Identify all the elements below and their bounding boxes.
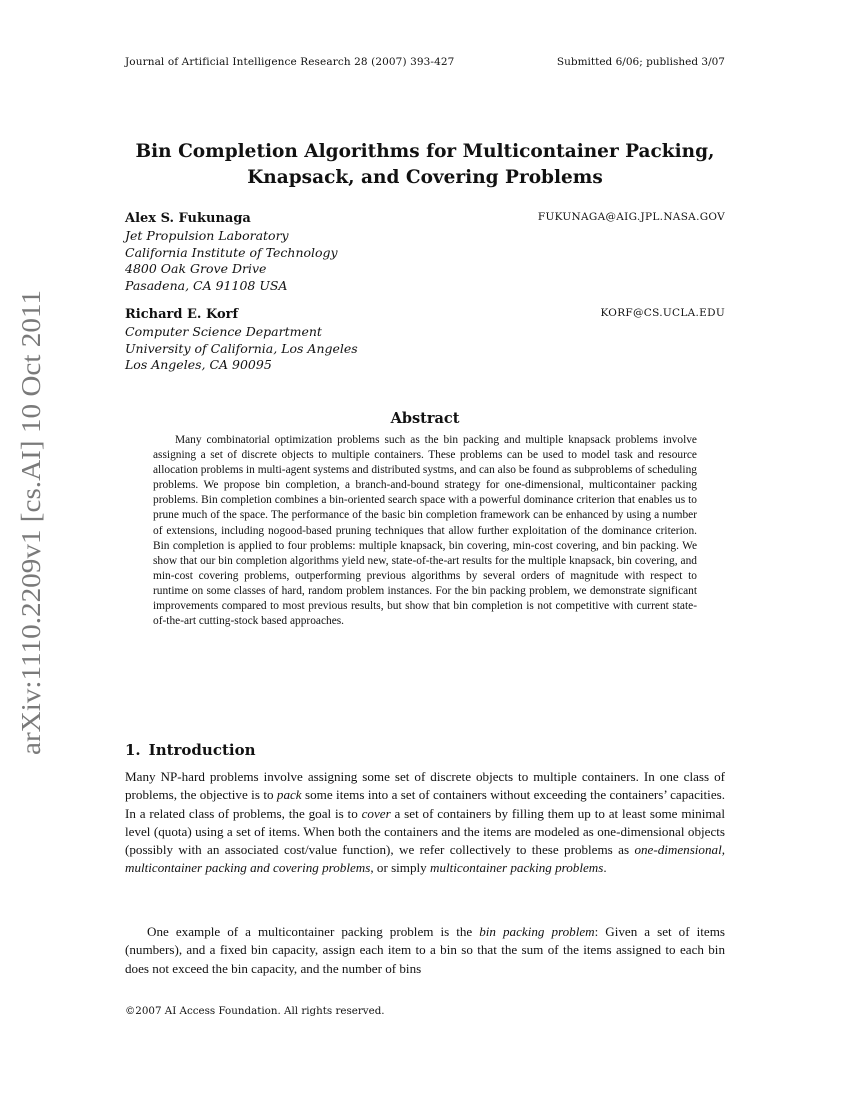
author-block-1: [125, 210, 725, 294]
text-run: some items into a set of containers without exceeding the containers’ capacities. In a related class of problems, the goal is to: [125, 787, 726, 821]
author-affiliation-line: 4800 Oak Grove Drive: [125, 261, 267, 277]
abstract-text: Many combinatorial optimization problems such as the bin packing and multiple knapsack problems involve assigning a set of discrete objects to multiple containers. These problems can be used to model task and resource allocation problems in multi-agent systems and distributed systms, and can also be found as subproblems of scheduling problems. We propose bin completion, a branch-and-bound strategy for one-dimensional, multicontainer packing problems. Bin completion combines a bin-oriented search space with a powerful dominance criterion that enables us to prune much of the space. The performance of the basic bin completion framework can be enhanced by using a number of extensions, including nogood-based pruning techniques that allow further exploitation of the dominance criterion. Bin completion is applied to four problems: multiple knapsack, bin covering, min-cost covering, and bin packing. We show that our bin completion algorithms yield new, state-of-the-art results for the multiple knapsack, bin covering, and min-cost covering problems, outperforming previous algorithms by several orders of magnitude with respect to runtime on some classes of hard, random problem instances. For the bin packing problem, we demonstrate significant improvements compared to most previous results, but show that bin completion is not competitive with current state-of-the-art cutting-stock based approaches.: [153, 434, 697, 628]
author-affiliation-line: University of California, Los Angeles: [125, 340, 358, 356]
section-heading: [125, 741, 256, 759]
emphasis-term: multicontainer packing problems: [430, 860, 604, 876]
text-run: .: [603, 860, 607, 876]
arxiv-stamp: [2, 290, 50, 760]
author-name: Alex S. Fukunaga: [125, 211, 251, 226]
author-affiliation-line: Pasadena, CA 91108 USA: [125, 277, 288, 293]
text-run: : Given a set of items (numbers), and a fixed bin capacity, assign each item to a bin so that the sum of the items assigned to each bin does not exceed the bin capacity, and the number of bins: [125, 924, 725, 976]
author-email: KORF@CS.UCLA.EDU: [600, 307, 725, 319]
arxiv-stamp-text: arXiv:1110.2209v1 [cs.AI] 10 Oct 2011: [16, 324, 46, 755]
emphasis-term: one-dimensional, multicontainer packing and covering problems: [125, 842, 725, 876]
emphasis-term: bin packing problem: [479, 924, 595, 939]
paper-title-line2: Knapsack, and Covering Problems: [247, 167, 603, 188]
running-header-dates: Submitted 6/06; published 3/07: [556, 56, 725, 68]
author-name: Richard E. Korf: [125, 307, 239, 322]
intro-paragraph-2: [125, 923, 725, 978]
copyright-footer: ©2007 AI Access Foundation. All rights reserved.: [125, 1005, 385, 1017]
author-affiliation-line: Los Angeles, CA 90095: [125, 357, 272, 373]
running-header-journal: Journal of Artificial Intelligence Research 28 (2007) 393-427: [125, 56, 455, 68]
intro-paragraph-1: [125, 768, 725, 878]
author-affiliation-line: Computer Science Department: [125, 324, 322, 339]
emphasis-cover: cover: [361, 805, 391, 821]
author-affiliation-line: Jet Propulsion Laboratory: [125, 228, 289, 243]
paper-title-line1: Bin Completion Algorithms for Multicontainer Packing,: [135, 141, 715, 162]
text-run: a set of containers by filling them up to at least some minimal level (quota) using a set of items. When both the containers and the items are modeled as one-dimensional objects (possibly with an associated cost/value function), we refer collectively to these problems as: [125, 805, 725, 858]
author-block-2: [125, 306, 725, 374]
section-number: 1.: [125, 741, 141, 759]
text-run: , or simply: [370, 860, 430, 876]
section-title: Introduction: [148, 741, 256, 759]
author-email: FUKUNAGA@AIG.JPL.NASA.GOV: [537, 211, 725, 223]
text-run: Many NP-hard problems involve assigning some set of discrete objects to multiple containers. In one class of problems, the objective is to: [125, 769, 725, 803]
abstract-heading: Abstract: [390, 410, 460, 427]
author-affiliation-line: California Institute of Technology: [125, 244, 338, 260]
emphasis-pack: pack: [276, 787, 302, 803]
paper-title: [125, 139, 725, 191]
text-run: One example of a multicontainer packing problem is the: [147, 924, 480, 939]
